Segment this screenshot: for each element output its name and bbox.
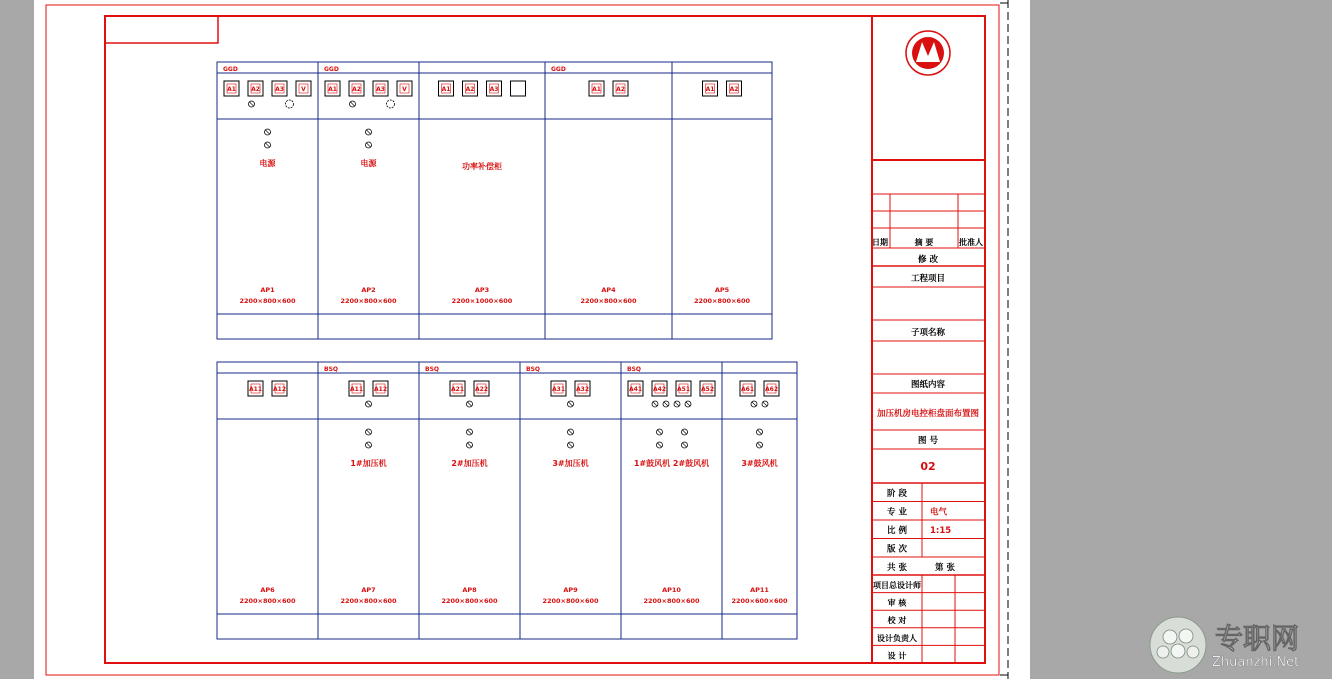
meter-label: V — [402, 86, 407, 93]
attribute-label: 阶 段 — [887, 489, 907, 499]
cabinet-function-label: 电源 — [259, 159, 276, 168]
attribute-label: 比 例 — [887, 526, 907, 536]
meter-label: A1 — [328, 86, 337, 93]
signer-role: 设计负责人 — [877, 633, 917, 643]
meter-label: A11 — [249, 386, 262, 393]
meter-label: V — [301, 86, 306, 93]
meter-label: A2 — [352, 86, 361, 93]
watermark-en: Zhuanzhi.Net — [1212, 655, 1300, 670]
cabinet-header-label: BSQ — [324, 366, 338, 373]
cabinet-dimensions: 2200×800×600 — [441, 597, 498, 605]
watermark-cn: 专职网 — [1215, 622, 1300, 655]
watermark-ball-cell — [1187, 646, 1199, 658]
meter-label: A22 — [475, 386, 488, 393]
cabinet-function-label: 3#加压机 — [552, 459, 589, 468]
meter-box — [511, 81, 526, 96]
cabinet-code: AP10 — [662, 586, 681, 594]
cabinet-function-label: 功率补偿柜 — [462, 162, 502, 171]
cabinet-dimensions: 2200×1000×600 — [451, 297, 513, 305]
drawing-content-label: 图纸内容 — [910, 380, 946, 390]
attribute-label: 版 次 — [887, 544, 907, 555]
signer-role: 项目总设计师 — [873, 581, 921, 590]
sheets-total-label: 共 张 — [887, 563, 907, 573]
cabinet-code: AP4 — [601, 286, 616, 294]
meter-label: A51 — [677, 386, 690, 393]
cabinet-code: AP7 — [361, 586, 376, 594]
cabinet-dimensions: 2200×800×600 — [340, 297, 397, 305]
cabinet-function-label: 电源 — [360, 159, 377, 168]
cabinet-header-label: BSQ — [526, 366, 540, 373]
cabinet-dimensions: 2200×600×600 — [731, 597, 788, 605]
signer-role: 审 核 — [887, 598, 907, 608]
meter-label: A2 — [465, 86, 475, 93]
cabinet-dimensions: 2200×800×600 — [643, 597, 700, 605]
cabinet-code: AP11 — [750, 586, 769, 594]
cabinet-header-label: BSQ — [627, 366, 641, 373]
cabinet-dimensions: 2200×800×600 — [693, 297, 751, 305]
cabinet-function-label: 1#鼓风机 2#鼓风机 — [633, 459, 710, 468]
meter-label: A1 — [441, 86, 451, 93]
cabinet-dimensions: 2200×800×600 — [239, 597, 296, 605]
signer-role: 设 计 — [887, 651, 907, 661]
drawing-number: 02 — [920, 460, 936, 473]
watermark-ball-cell — [1179, 629, 1193, 643]
revision-label: 修 改 — [918, 255, 938, 265]
meter-label: A2 — [616, 86, 625, 93]
meter-label: A31 — [552, 386, 565, 393]
meter-label: A1 — [705, 86, 715, 93]
cabinet-dimensions: 2200×800×600 — [542, 597, 599, 605]
meter-label: A12 — [374, 386, 387, 393]
meter-label: A3 — [376, 86, 385, 93]
cabinet-code: AP2 — [361, 286, 376, 294]
meter-label: A61 — [741, 386, 754, 393]
revision-header-summary: 摘 要 — [914, 238, 934, 247]
cabinet-header-label: GGD — [324, 66, 339, 73]
meter-label: A2 — [729, 86, 739, 93]
cabinet-header-label: BSQ — [425, 366, 439, 373]
sheet-number-label: 第 张 — [935, 563, 955, 573]
watermark — [1150, 617, 1299, 673]
meter-label: A1 — [592, 86, 601, 93]
cabinet-code: AP6 — [260, 586, 275, 594]
cabinet-function-label: 2#加压机 — [451, 459, 488, 468]
drawing-number-label: 图 号 — [918, 436, 938, 446]
attribute-value: 电气 — [930, 507, 948, 518]
cabinet-code: AP8 — [462, 586, 477, 594]
watermark-ball-cell — [1171, 644, 1185, 658]
meter-label: A21 — [451, 386, 464, 393]
meter-label: A3 — [275, 86, 284, 93]
drawing-title: 加压机房电控柜盘面布置图 — [876, 409, 980, 419]
revision-header-approver: 批准人 — [959, 238, 983, 247]
meter-label: A32 — [576, 386, 589, 393]
revision-header-date: 日期 — [872, 238, 888, 247]
cabinet-code: AP9 — [563, 586, 578, 594]
cabinet-function-label: 3#鼓风机 — [741, 459, 778, 468]
cabinet-code: AP1 — [260, 286, 275, 294]
meter-label: A42 — [653, 386, 666, 393]
cabinet-header-label: GGD — [223, 66, 238, 73]
cabinet-code: AP5 — [714, 286, 730, 294]
cabinet-dimensions: 2200×800×600 — [340, 597, 397, 605]
attribute-value: 1:15 — [930, 526, 952, 536]
cabinet-code: AP3 — [474, 286, 490, 294]
meter-label: A41 — [629, 386, 642, 393]
meter-label: A3 — [489, 86, 499, 93]
meter-label: A1 — [227, 86, 236, 93]
logo-inner — [912, 37, 944, 69]
watermark-ball-cell — [1157, 646, 1169, 658]
meter-label: A12 — [273, 386, 286, 393]
cabinet-header-label: GGD — [551, 66, 566, 73]
watermark-ball-cell — [1163, 630, 1177, 644]
signer-role: 校 对 — [887, 616, 907, 626]
meter-label: A62 — [765, 386, 778, 393]
meter-label: A52 — [701, 386, 714, 393]
meter-label: A2 — [251, 86, 260, 93]
cabinet-function-label: 1#加压机 — [350, 459, 387, 468]
cabinet-dimensions: 2200×800×600 — [580, 297, 637, 305]
project-label: 工程项目 — [910, 274, 946, 284]
meter-label: A11 — [350, 386, 363, 393]
subproject-label: 子项名称 — [910, 328, 946, 338]
cabinet-dimensions: 2200×800×600 — [239, 297, 296, 305]
attribute-label: 专 业 — [887, 507, 907, 518]
